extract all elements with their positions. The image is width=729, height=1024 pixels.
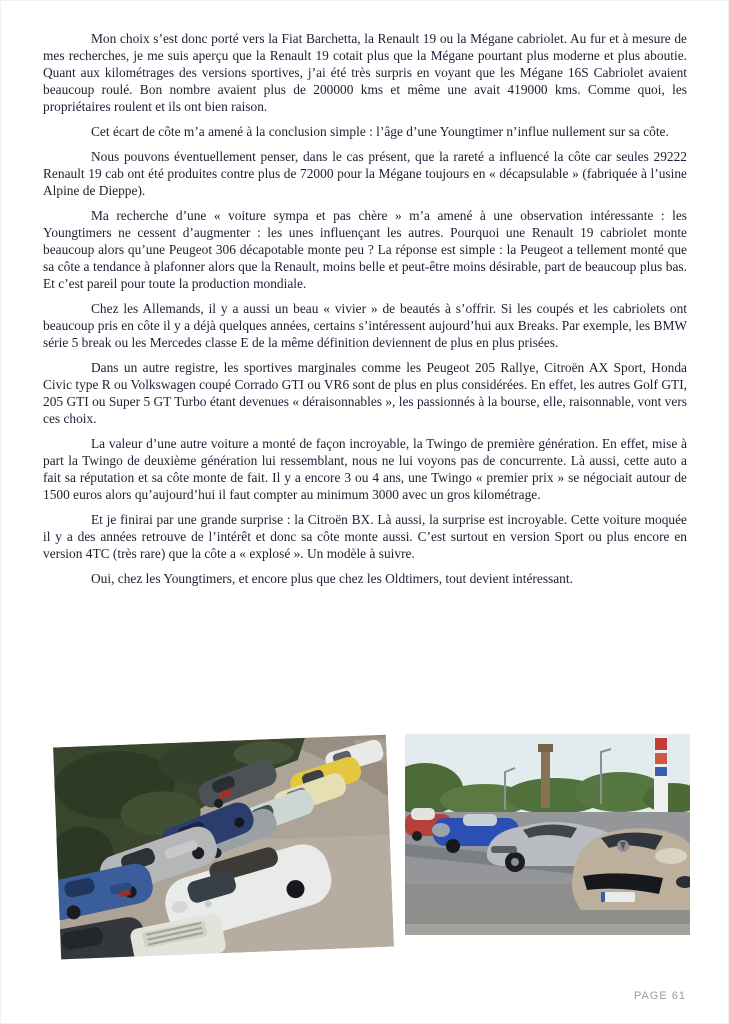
sky bbox=[405, 734, 690, 814]
paragraph: Nous pouvons éventuellement penser, dans le cas présent, que la rareté a influencé la côte car seules 29222 Renault 19 cab ont été produites contre plus de 72000 pour la Mégane toujours en « décapsulable » (fabriquée à l’usine Alpine de Dieppe). bbox=[43, 149, 687, 198]
tree bbox=[405, 763, 463, 815]
car-pale-blue bbox=[235, 786, 318, 840]
lamp-post bbox=[601, 749, 611, 804]
car-red-classic bbox=[405, 808, 451, 841]
tower-top bbox=[538, 744, 553, 752]
paragraph: Dans un autre registre, les sportives marginales comme les Peugeot 205 Rallye, Citroën AX Sport, Honda Civic type R ou Volkswagen coupé Corrado GTI ou VR6 sont de plus en plus considérées. En effet, les autres Golf GTI, 205 GTI ou Super 5 GT Turbo étant devenues « déraisonnables », les passionnés à la bourse, elle, raisonnable, vont vers ces choix. bbox=[43, 360, 687, 426]
car-cream-classic bbox=[271, 771, 349, 818]
station-totem-sign bbox=[654, 734, 668, 830]
car-white-classic-rack bbox=[129, 912, 227, 959]
tree-band bbox=[505, 778, 605, 814]
tower-structure bbox=[541, 748, 550, 808]
car-blue-spider bbox=[432, 814, 519, 853]
tree bbox=[643, 783, 690, 813]
photo-parking-lot bbox=[405, 734, 690, 935]
paragraph: Ma recherche d’une « voiture sympa et pas chère » m’a amené à une observation intéressante : les Youngtimers ne cessent d’augmenter : les unes influençant les autres. Pourquoi une Renault 19 cabriolet monte beaucoup alors qu’une Peugeot 306 décapotable monte peu ? La réponse est simple : la Peugeot a tellement monté que sa côte a tendance à plafonner alors que la Renault, moins belle et peut-être moins désirable, part de beaucoup plus bas. Et c’est pareil pour toute la production mondiale. bbox=[43, 208, 687, 291]
page-number: PAGE 61 bbox=[633, 990, 686, 1002]
stone-wall bbox=[298, 735, 388, 800]
hedge-blob bbox=[158, 739, 270, 787]
photo-parking-aerial-art bbox=[53, 735, 394, 960]
asphalt-speckled bbox=[405, 884, 690, 935]
hedge-highlight-top bbox=[233, 740, 294, 766]
photo-parking-lot-art bbox=[405, 734, 690, 935]
car-yellow-porsche bbox=[287, 754, 364, 804]
paragraph: Mon choix s’est donc porté vers la Fiat Barchetta, la Renault 19 ou la Mégane cabriolet. Au fur et à mesure de mes recherches, je me suis aperçu que la Renault 19 cotait plus que la Mégane pourtant plus moderne et plus aboutie. Quant aux kilométrages des versions sportives, j’ai été très surpris en voyant que les Mégane 16S Cabriolet avaient beaucoup roulé. Bon nombre avaient plus de 200000 kms et même une avait 419000 kms. Comme quoi, les propriétaires roulent et ils ont bien raison. bbox=[43, 31, 687, 114]
gravel-light-patch bbox=[217, 835, 394, 954]
car-blue-911 bbox=[157, 798, 259, 864]
photo-parking-aerial bbox=[53, 735, 394, 960]
hedge-blob-low bbox=[53, 825, 115, 887]
car-champagne-rcz bbox=[572, 828, 690, 910]
lamp-post bbox=[505, 768, 515, 810]
car-dark-coupe bbox=[196, 757, 281, 813]
gravel-ground bbox=[53, 735, 394, 960]
hedge-highlight-blob bbox=[120, 790, 202, 837]
stone-wall-light bbox=[353, 739, 387, 766]
tree-band bbox=[440, 784, 530, 816]
asphalt-dark-band bbox=[405, 844, 690, 886]
paragraph: La valeur d’une autre voiture a monté de façon incroyable, la Twingo de première génération. En effet, mise à part la Twingo de deuxième génération lui ressemblant, nous ne lui voyons pas de concurrente. Là aussi, cette auto a fait sa réputation et sa côte monte de fait. Il y a encore 3 ou 4 ans, une Twingo « premier prix » se négociait autour de 1500 euros alors qu’aujourd’hui il faut compter au minimum 3000 avec un gros kilométrage. bbox=[43, 436, 687, 502]
car-black-softtop bbox=[53, 915, 148, 960]
car-silver-boxster bbox=[95, 822, 222, 901]
car-white-911-cabrio bbox=[157, 832, 338, 946]
car-white-far bbox=[323, 738, 385, 775]
paragraph: Cet écart de côte m’a amené à la conclusion simple : l’âge d’une Youngtimer n’influe nullement sur sa côte. bbox=[91, 124, 669, 139]
tree bbox=[575, 772, 665, 812]
car-silver-928 bbox=[192, 805, 282, 863]
paragraph: Et je finirai par une grande surprise : la Citroën BX. Là aussi, la surprise est incroyable. Cette voiture moquée il y a des années retrouve de l’intérêt et donc sa côte monte aussi. C’est surtout en version Sport ou plus encore en version 4TC (très rare) que la côte a « explosé ». Un modèle à suivre. bbox=[43, 512, 687, 561]
asphalt-light-edge bbox=[405, 924, 690, 935]
hedge-shadow-blob bbox=[53, 749, 176, 822]
hedge bbox=[53, 738, 311, 903]
paragraph: Oui, chez les Youngtimers, et encore plus que chez les Oldtimers, tout devient intéressant. bbox=[91, 571, 573, 586]
car-silver-corvette bbox=[487, 822, 623, 872]
car-blue-z3 bbox=[53, 861, 156, 925]
article-body bbox=[43, 30, 687, 595]
paragraph: Chez les Allemands, il y a aussi un beau « vivier » de beautés à s’offrir. Si les coupés et les cabriolets ont beaucoup pris en côte il y a déjà quelques années, certains s’intéressent aujourd’hui aux Breaks. Par exemple, les BMW série 5 break ou les Mercedes classe E de la même définition deviennent de plus en plus prisées. bbox=[43, 301, 687, 350]
asphalt bbox=[405, 812, 690, 935]
